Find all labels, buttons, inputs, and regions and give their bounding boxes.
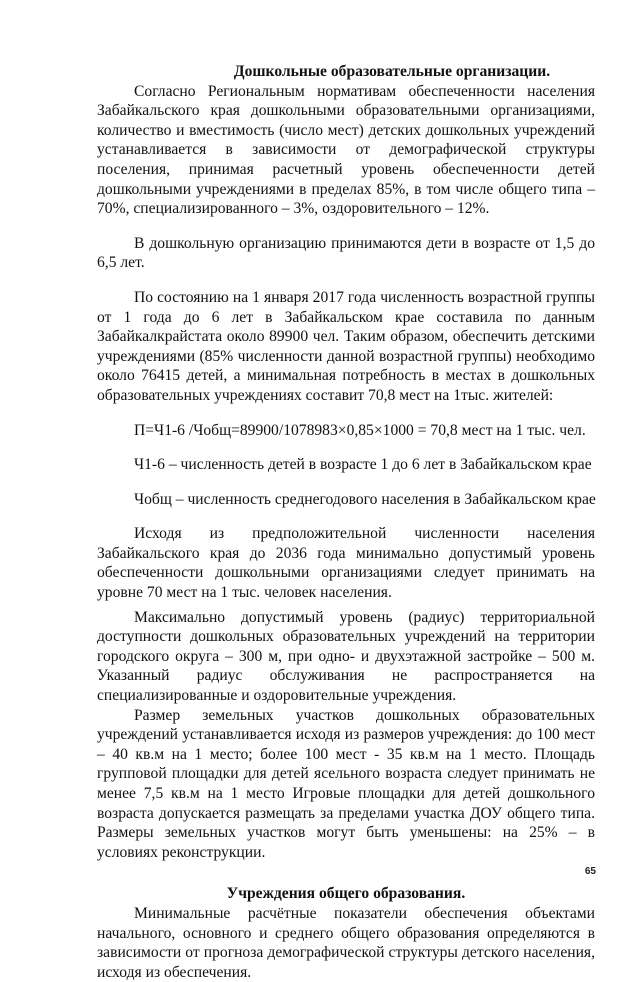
paragraph-population-2017: По состоянию на 1 января 2017 года численность возрастной группы от 1 года до 6 лет в Забайкальском крае составила по данным Забайкалкрайстата около 89900 чел. Таким образом, обеспечить детскими учреждениями (85% численности данной возрастной группы) необходимо около 76415 детей, а минимальная потребность в местах в дошкольных образовательных учреждениях составит 70,8 мест на 1тыс. жителей: bbox=[97, 288, 595, 404]
page-body bbox=[97, 62, 595, 982]
formula-capacity: П=Ч1-6 /Чобщ=89900/1078983×0,85×1000 = 70,8 мест на 1 тыс. чел. bbox=[134, 421, 586, 439]
paragraph-forecast-2036: Исходя из предположительной численности населения Забайкальского края до 2036 года минимально допустимый уровень обеспеченности дошкольными организациями следует принимать на уровне 70 мест на 1 тыс. человек населения. bbox=[97, 525, 595, 602]
paragraph-general-education: Минимальные расчётные показатели обеспечения объектами начального, основного и среднего общего образования определяются в зависимости от прогноза демографической структуры детского населения, исходя из обеспечения. bbox=[97, 904, 595, 981]
paragraph-accessibility-radius: Максимально допустимый уровень (радиус) территориальной доступности дошкольных образовательных учреждений на территории городского округа – 300 м, при одно- и двухэтажной застройке – 500 м. Указанный радиус обслуживания не распространяется на специализированные и оздоровительные учреждения. bbox=[97, 608, 595, 705]
section-title-preschool: Дошкольные образовательные организации. bbox=[233, 63, 551, 80]
legend-total-population: Чобщ – численность среднегодового населения в Забайкальском крае bbox=[134, 490, 596, 508]
page-number: 65 bbox=[584, 866, 596, 877]
paragraph-admission-age: В дошкольную организацию принимаются дети в возрасте от 1,5 до 6,5 лет. bbox=[97, 234, 595, 272]
legend-children-count: Ч1-6 – численность детей в возрасте 1 до 6 лет в Забайкальском крае bbox=[134, 456, 592, 474]
paragraph-regional-norms: Согласно Региональным нормативам обеспеченности населения Забайкальского края дошкольными образовательными организациями, количество и вместимость (число мест) детских дошкольных учреждений устанавливается в зависимости от демографической структуры поселения, принимая расчетный уровень обеспеченности детей дошкольными учреждениями в пределах 85%, в том числе общего типа – 70%, специализированного – 3%, оздоровительного – 12%. bbox=[97, 82, 595, 218]
section-title-general-education: Учреждения общего образования. bbox=[226, 885, 466, 903]
paragraph-land-plot-size: Размер земельных участков дошкольных образовательных учреждений устанавливается исходя из размеров учреждения: до 100 мест – 40 кв.м на 1 место; более 100 мест - 35 кв.м на 1 место. Площадь групповой площадки для детей ясельного возраста следует принимать не менее 7,5 кв.м на 1 место Игровые площадки для детей дошкольного возраста допускается размещать за пределами участка ДОУ общего типа. Размеры земельных участков могут быть уменьшены: на 25% – в условиях реконструкции. bbox=[97, 706, 595, 861]
